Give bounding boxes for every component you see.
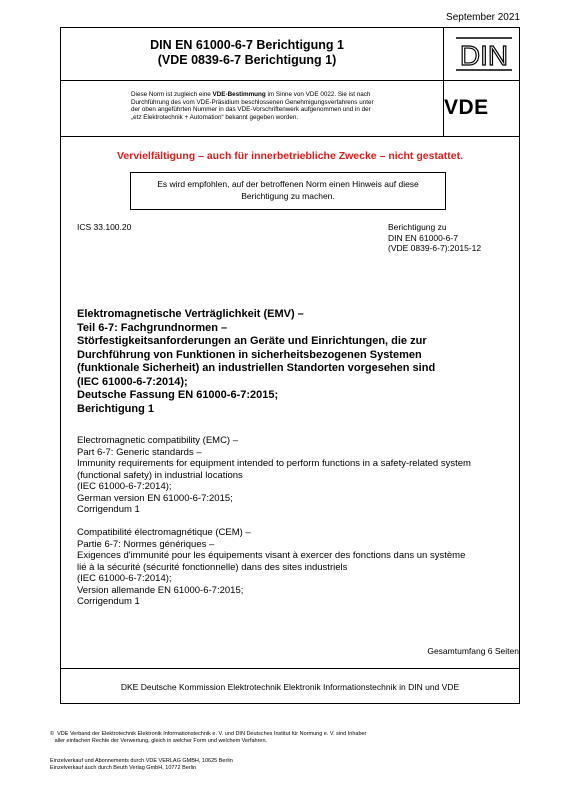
din-logo: [454, 37, 514, 71]
german-title-line: Störfestigkeitsanforderungen an Geräte und Einrichtungen, die zur: [77, 335, 427, 347]
english-title-line: Immunity requirements for equipment intended to perform functions in a safety-related system: [77, 458, 471, 469]
english-title-line: Part 6-7: Generic standards –: [77, 446, 202, 458]
notice-line: „etz Elektrotechnik + Automation“ bekannt gegeben worden.: [131, 114, 299, 122]
french-title-line: Corrigendum 1: [77, 596, 140, 607]
french-title-line: Exigences d'immunité pour les équipements visant à exercer des fonctions dans un système: [77, 550, 466, 561]
document-title: [60, 38, 434, 68]
notice-divider: [61, 136, 519, 137]
vde-notice: [131, 91, 431, 122]
total-pages: Gesamtumfang 6 Seiten: [427, 646, 519, 656]
notice-line: Durchführung des vom VDE-Präsidium beschlossenen Genehmigungsverfahrens unter: [131, 98, 374, 106]
english-title-line: Corrigendum 1: [77, 504, 140, 515]
french-title-line: Compatibilité électromagnétique (CEM) –: [77, 527, 251, 538]
german-title-line: Berichtigung 1: [77, 402, 155, 415]
french-title-line: lié à la sécurité (sécurité fonctionnelle) dans des sites industriels: [77, 561, 348, 573]
reference-line: Berichtigung zu: [388, 222, 447, 232]
title-line: DIN EN 61000-6-7 Berichtigung 1: [150, 38, 344, 52]
sales-line: Einzelverkauf und Abonnements durch VDE VERLAG GMBH, 10625 Berlin: [50, 758, 233, 764]
vde-logo: VDE: [444, 96, 489, 119]
sales-line: Einzelverkauf auch durch Beuth Verlag GmbH, 10772 Berlin: [50, 764, 197, 771]
reference-line: DIN EN 61000-6-7: [388, 232, 458, 243]
german-title-line: Teil 6-7: Fachgrundnormen –: [77, 321, 228, 334]
english-title-line: (functional safety) in industrial locations: [77, 469, 243, 481]
copyright-line: aller einfachen Rechte der Verwertung, gleich in welcher Form und welchem Verfahren.: [50, 737, 268, 744]
title-line: (VDE 0839-6-7 Berichtigung 1): [157, 53, 337, 67]
header-divider: [61, 80, 519, 81]
english-title-line: (IEC 61000-6-7:2014);: [77, 481, 172, 492]
german-title-line: (IEC 61000-6-7:2014);: [77, 375, 188, 388]
recommendation-line: Es wird empfohlen, auf der betroffenen Norm einen Hinweis auf diese: [157, 179, 419, 189]
french-title-line: (IEC 61000-6-7:2014);: [77, 573, 172, 584]
vde-bestimmung-emphasis: VDE-Bestimmung: [212, 91, 266, 98]
french-title: [77, 527, 522, 608]
german-title-line: (funktionale Sicherheit) an industriellen Standorten vorgesehen sind: [77, 362, 436, 374]
english-title-line: Electromagnetic compatibility (EMC) –: [77, 435, 239, 446]
french-title-line: Version allemande EN 61000-6-7:2015;: [77, 584, 244, 596]
german-title-line: Durchführung von Funktionen in sicherheitsbezogenen Systemen: [77, 348, 422, 361]
footer-divider: [61, 668, 519, 669]
german-title: [77, 308, 522, 416]
din-logo-text: DIN: [459, 40, 509, 71]
french-title-line: Partie 6-7: Normes génériques –: [77, 538, 215, 550]
recommendation-box: [130, 172, 446, 210]
reproduction-warning: Vervielfältigung – auch für innerbetriebliche Zwecke – nicht gestattet.: [116, 150, 463, 162]
ics-code: ICS 33.100.20: [77, 222, 132, 232]
notice-line: Diese Norm ist zugleich eine VDE-Bestimmung im Sinne von VDE 0022. Sie ist nach: [131, 91, 371, 98]
reference-line: (VDE 0839-6-7):2015-12: [388, 243, 482, 253]
publication-date: September 2021: [446, 12, 520, 23]
german-title-line: Elektromagnetische Verträglichkeit (EMV) –: [77, 308, 304, 320]
copyright-line: © VDE Verband der Elektrotechnik Elektronik Informationstechnik e. V. und DIN Deutsches Institut für Normung e. V. sind Inhaber: [50, 731, 367, 737]
copyright-notice: [50, 731, 530, 745]
recommendation-line: Berichtigung zu machen.: [241, 190, 335, 201]
dke-line: DKE Deutsche Kommission Elektrotechnik Elektronik Informationstechnik in DIN und VDE: [120, 682, 460, 692]
german-title-line: Deutsche Fassung EN 61000-6-7:2015;: [77, 389, 279, 401]
notice-line: der oben angeführten Nummer in das VDE-Vorschriftenwerk aufgenommen und in der: [131, 106, 371, 114]
english-title-line: German version EN 61000-6-7:2015;: [77, 492, 233, 504]
english-title: [77, 435, 522, 516]
sales-info: [50, 758, 530, 772]
correction-reference: [388, 222, 481, 254]
